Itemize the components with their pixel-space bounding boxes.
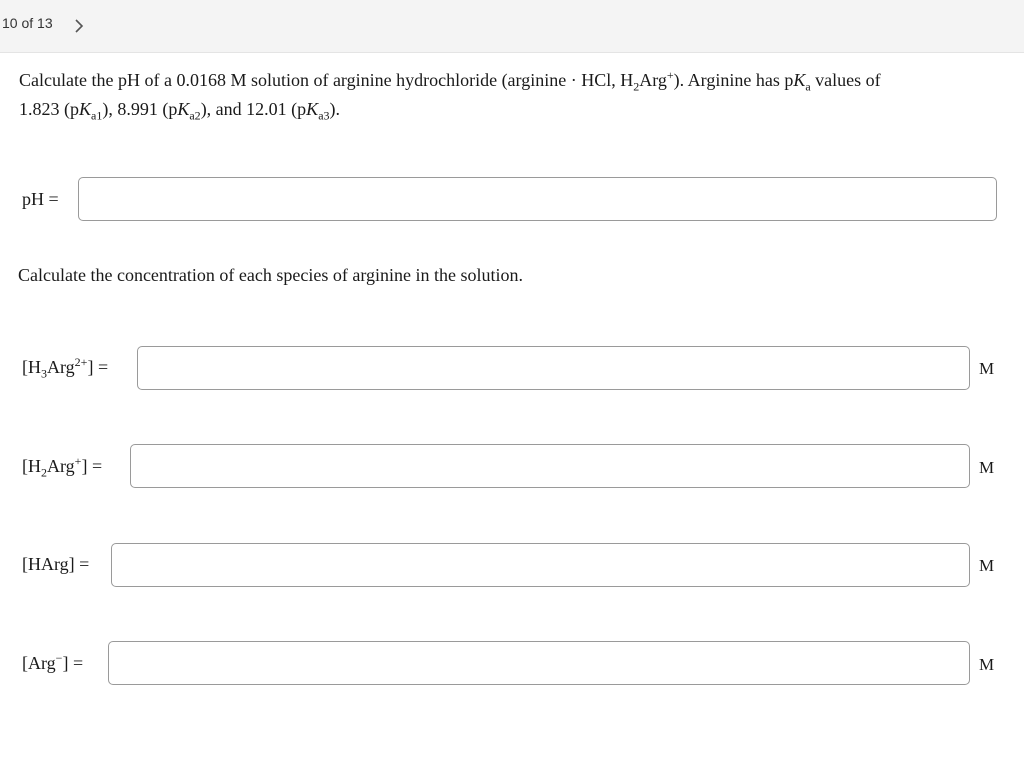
question-counter: 10 of 13	[2, 15, 53, 31]
harg-unit: M	[979, 556, 995, 575]
arg-label: [Arg−] =	[22, 651, 84, 673]
arg-input[interactable]	[108, 641, 970, 685]
h3arg-label: $[H_3Arg^{2+}]$ =	[22, 355, 109, 381]
harg-label: [HArg] =	[22, 554, 90, 574]
top-nav-bar	[0, 0, 1024, 53]
ph-label: pH =	[22, 189, 59, 209]
h2arg-label: $[H_2Arg^+]$ =	[22, 454, 103, 480]
h3arg-unit: M	[979, 359, 995, 378]
h3arg-input[interactable]	[137, 346, 970, 390]
ph-input[interactable]	[78, 177, 997, 221]
harg-input[interactable]	[111, 543, 970, 587]
next-question-button[interactable]	[70, 17, 88, 35]
h2arg-unit: M	[979, 458, 995, 477]
question-text: Calculate the pH of a 0.0168 M solution of arginine hydrochloride (arginine · HCl, $H_2Arg^+$). Arginine has $pK_a$ values of 1.823 $(pK_{a1})$, 8.991 $(pK_{a2})$, and 12.01 $(pK_{a3})$.	[19, 68, 881, 123]
h2arg-input[interactable]	[130, 444, 970, 488]
arg-unit: M	[979, 655, 995, 674]
species-prompt: Calculate the concentration of each species of arginine in the solution.	[18, 265, 523, 285]
chevron-right-icon	[74, 19, 84, 33]
